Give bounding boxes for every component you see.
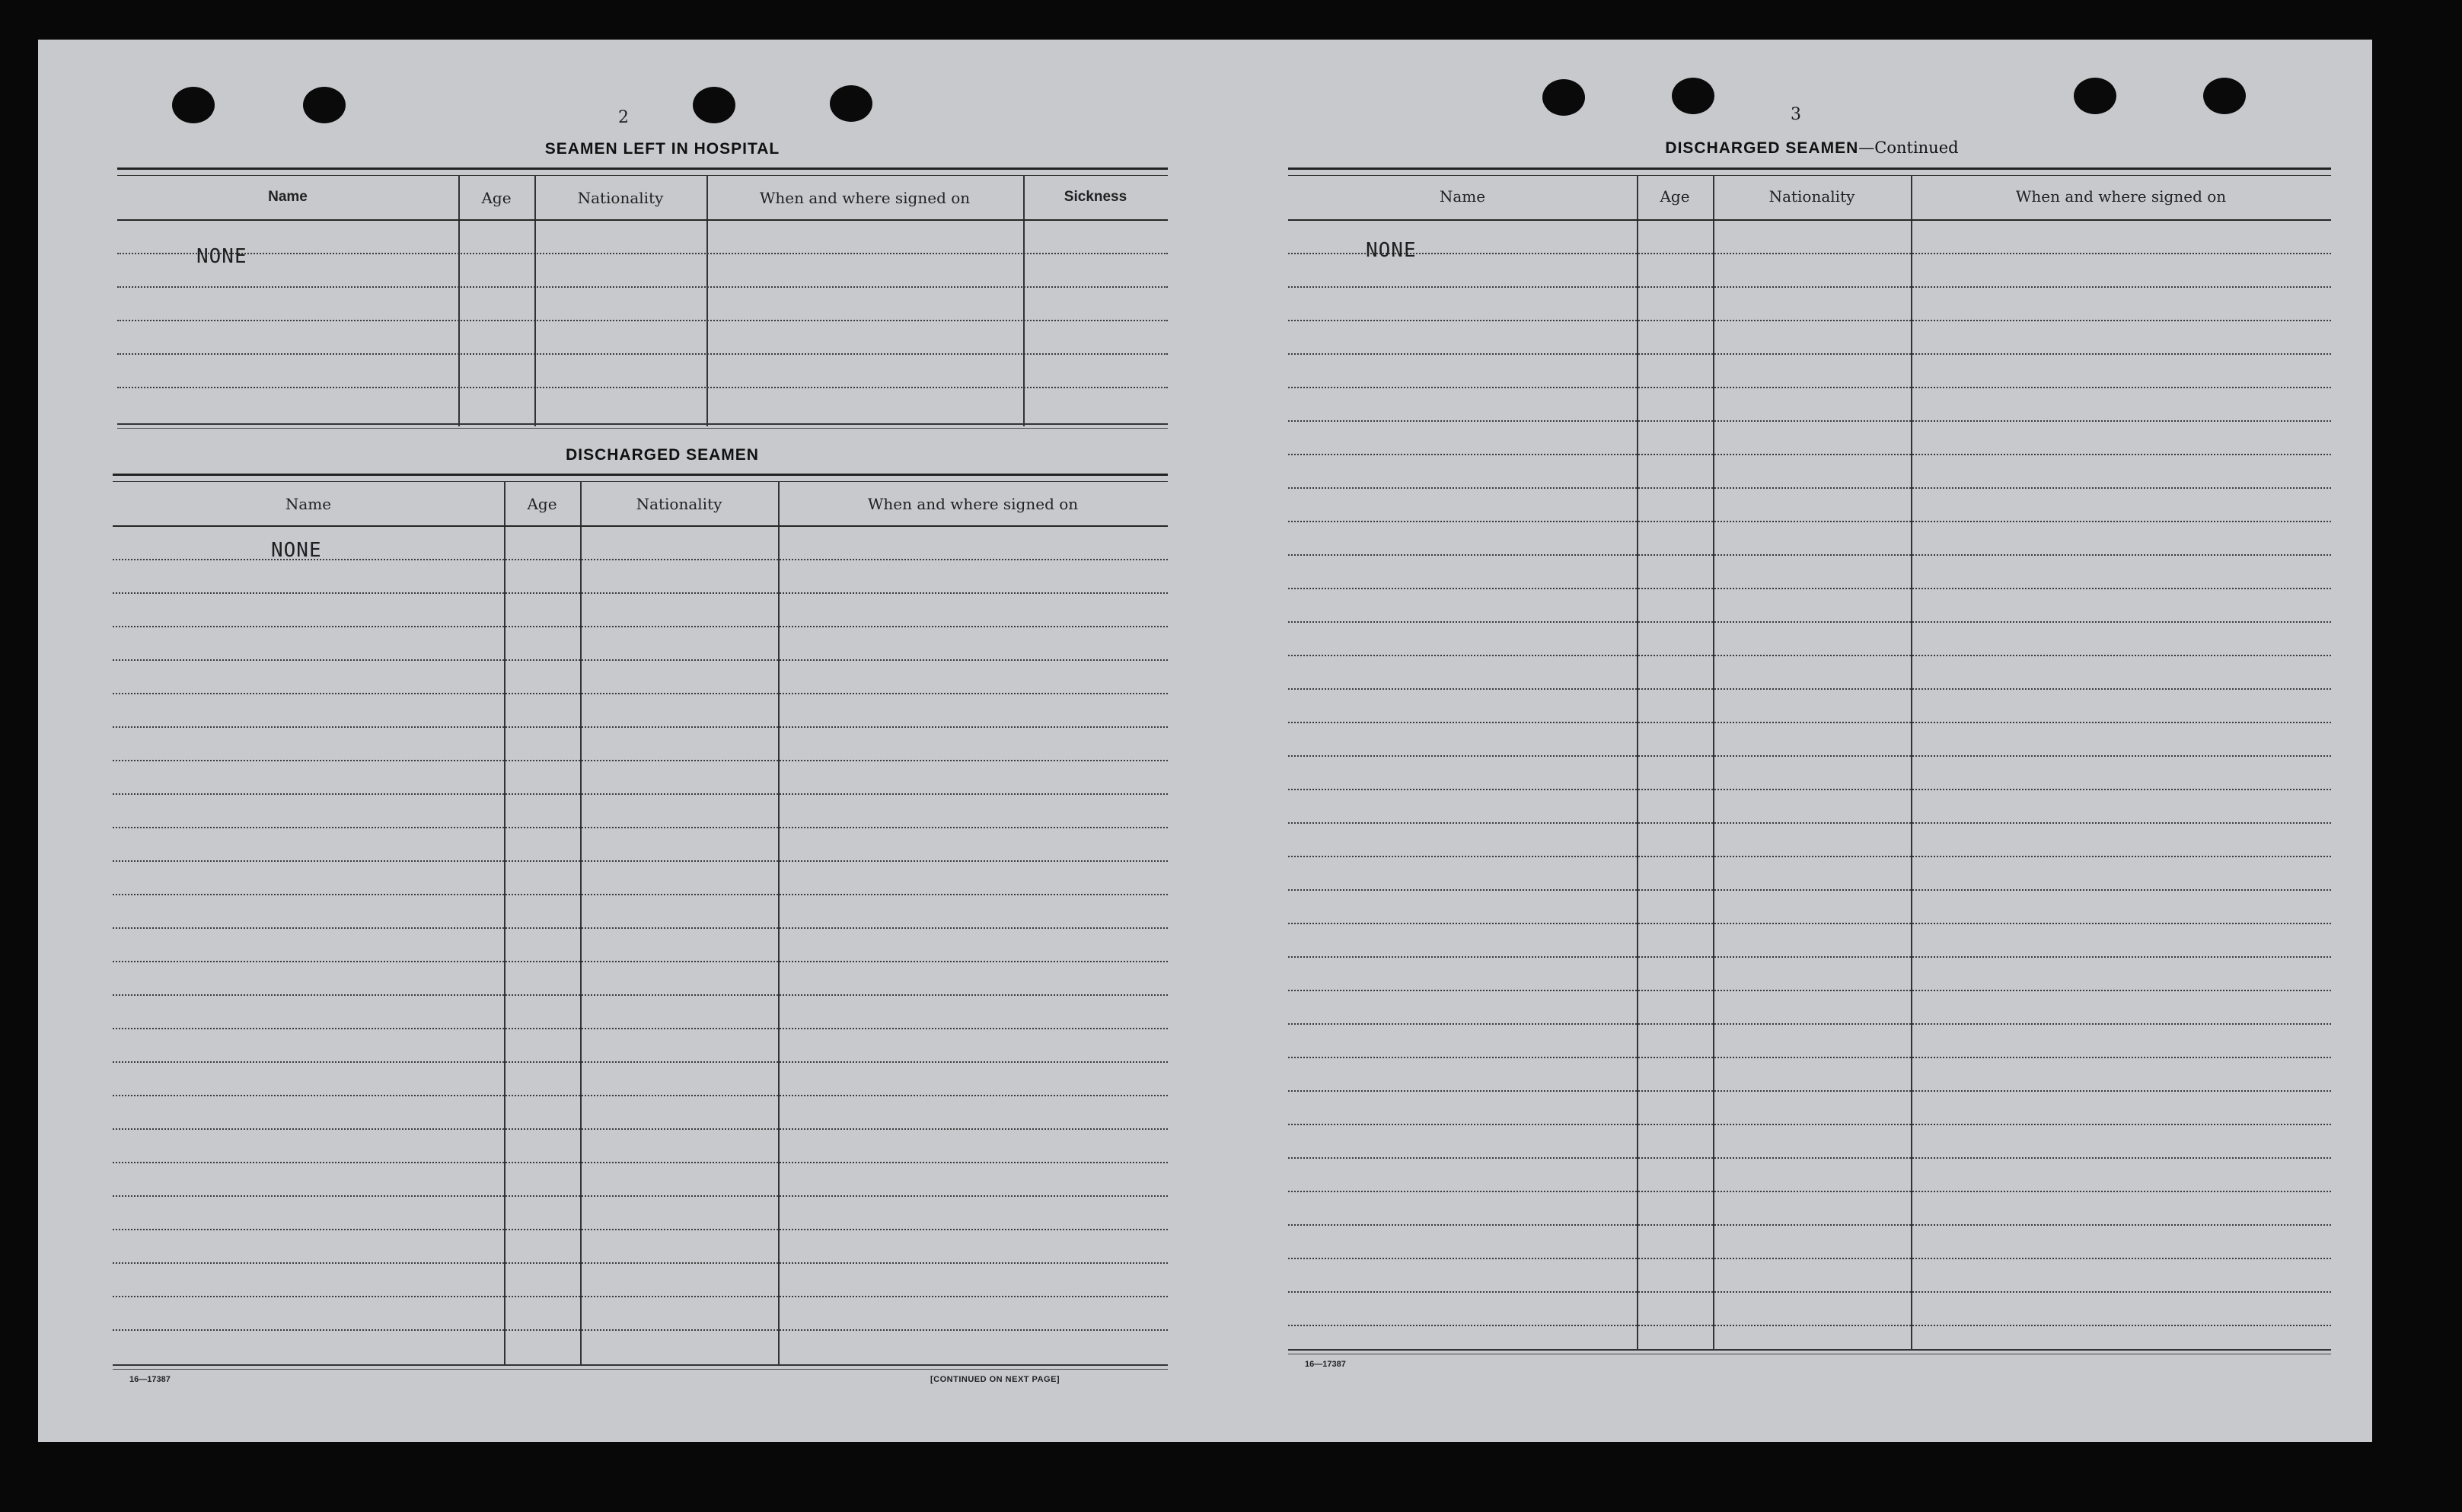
discharged-entry-name: NONE <box>271 539 322 562</box>
discharged-continued-table <box>1288 167 2331 1401</box>
punch-hole <box>1542 79 1585 116</box>
discharged-continued-title <box>1545 139 2078 158</box>
punch-hole <box>1672 78 1714 114</box>
column-header-age: Age <box>527 495 557 513</box>
discharged-continued-entry-name: NONE <box>1366 239 1417 262</box>
hospital-section-title: SEAMEN LEFT IN HOSPITAL <box>544 140 780 158</box>
column-header-signed-on: When and where signed on <box>759 189 971 207</box>
column-header-signed-on: When and where signed on <box>2015 187 2227 206</box>
column-header-name: Name <box>285 495 332 513</box>
column-header-sickness: Sickness <box>1064 189 1127 205</box>
column-header-age: Age <box>1660 187 1690 206</box>
punch-hole <box>2074 78 2116 114</box>
column-header-age: Age <box>481 189 512 207</box>
title-suffix: —Continued <box>1858 139 1959 157</box>
title-main: DISCHARGED SEAMEN <box>1665 139 1859 157</box>
punch-hole <box>830 85 872 122</box>
column-header-name: Name <box>1439 187 1486 206</box>
punch-hole <box>303 87 346 123</box>
page-number-right: 3 <box>1791 105 1801 124</box>
discharged-table <box>113 474 1168 1410</box>
form-code-right: 16—17387 <box>1305 1360 1346 1369</box>
punch-hole <box>693 87 735 123</box>
column-header-signed-on: When and where signed on <box>867 495 1079 513</box>
column-header-name: Name <box>268 189 308 205</box>
column-header-nationality: Nationality <box>577 189 664 207</box>
continued-note: [CONTINUED ON NEXT PAGE] <box>930 1375 1060 1384</box>
document-scan <box>38 40 2372 1442</box>
punch-hole <box>172 87 215 123</box>
column-header-nationality: Nationality <box>636 495 722 513</box>
column-header-nationality: Nationality <box>1768 187 1855 206</box>
hospital-table <box>117 167 1168 467</box>
hospital-entry-name: NONE <box>196 245 247 268</box>
page-number-left: 2 <box>618 108 629 127</box>
form-code-left: 16—17387 <box>129 1375 171 1384</box>
punch-hole <box>2203 78 2246 114</box>
discharged-section-title: DISCHARGED SEAMEN <box>566 446 759 464</box>
